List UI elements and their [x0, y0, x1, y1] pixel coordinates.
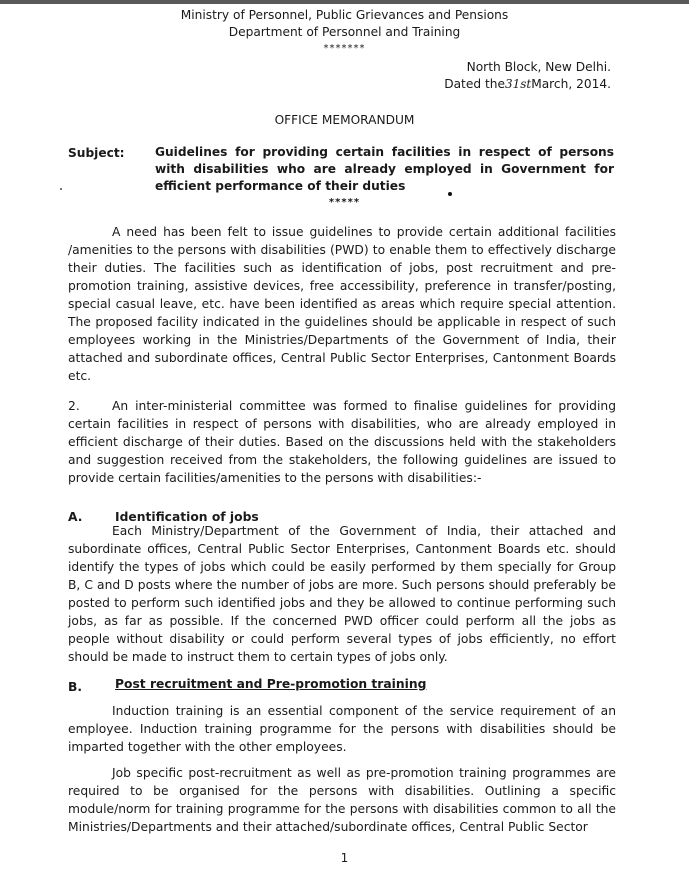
subject-stars: ***** [328, 197, 361, 208]
department-heading: Department of Personnel and Training [228, 25, 461, 39]
page-number: 1 [340, 851, 349, 865]
paragraph-2-number: 2. [68, 399, 80, 413]
subject-label: Subject: [68, 146, 125, 160]
scan-speck [60, 188, 62, 190]
handwritten-day: 31st [504, 77, 532, 91]
section-a-title: Identification of jobs [115, 510, 259, 524]
section-b-title: Post recruitment and Pre-promotion training [115, 677, 427, 691]
subject-text: Guidelines for providing certain facilities in respect of persons with disabilities who are already employed in Government for efficient performance of their duties [155, 145, 614, 193]
section-b-text-1: Induction training is an essential component of the service requirement of an employee. Induction training programme for the persons with disabilities should be imparted together with the other employees. [68, 704, 616, 754]
section-b-body-2 [68, 764, 616, 836]
section-a-letter: A. [68, 510, 83, 524]
scan-dot [448, 192, 452, 196]
paragraph-2 [68, 397, 616, 487]
paragraph-1-text: A need has been felt to issue guidelines to provide certain additional facilities /amenities to the persons with disabilities (PWD) to enable them to effectively discharge their duties. The facilities such as identification of jobs, post recruitment and pre-promotion training, assistive devices, free accessibility, preference in transfer/posting, special casual leave, etc. have been identified as areas which require special attention. The proposed facility indicated in the guidelines should be applicable in respect of such employees working in the Ministries/Departments of the Government of India, their attached and subordinate offices, Central Public Sector Enterprises, Cantonment Boards etc. [68, 225, 616, 383]
section-a-body [68, 522, 616, 666]
paragraph-1 [68, 223, 616, 385]
section-b-body-1 [68, 702, 616, 756]
ministry-heading: Ministry of Personnel, Public Grievances and Pensions [180, 8, 509, 22]
date-line [444, 76, 611, 92]
dated-prefix: Dated the [444, 77, 505, 91]
place-line: North Block, New Delhi. [466, 60, 611, 74]
section-a-text: Each Ministry/Department of the Government of India, their attached and subordinate offices, Central Public Sector Enterprises, Cantonment Boards etc. should identify the types of jobs which could be easily performed by them specially for Group B, C and D posts where the number of jobs are more. Such persons should preferably be posted to perform such identified jobs and they be allowed to continue performing such jobs, as far as possible. If the concerned PWD officer could perform all the jobs as people without disability or could perform several types of jobs efficiently, no effort should be made to instruct them to certain types of jobs only. [68, 524, 616, 664]
memo-title: OFFICE MEMORANDUM [274, 113, 415, 127]
section-b-letter: B. [68, 680, 83, 694]
paragraph-2-text: An inter-ministerial committee was formed to finalise guidelines for providing certain facilities in respect of persons with disabilities, who are already employed in efficient discharge of their duties. Based on the discussions held with the stakeholders and suggestion received from the stakeholders, the following guidelines are issued to provide certain facilities/amenities to the persons with disabilities:- [68, 399, 616, 485]
header-separator: ******* [323, 43, 366, 54]
month-year: March, 2014. [531, 77, 611, 91]
paragraph-2-block [68, 397, 616, 487]
section-b-text-2: Job specific post-recruitment as well as pre-promotion training programmes are required to be organised for the persons with disabilities. Outlining a specific module/norm for training programme for the persons with disabilities common to all the Ministries/Departments and their attached/subordinate offices, Central Public Sector [68, 766, 616, 834]
